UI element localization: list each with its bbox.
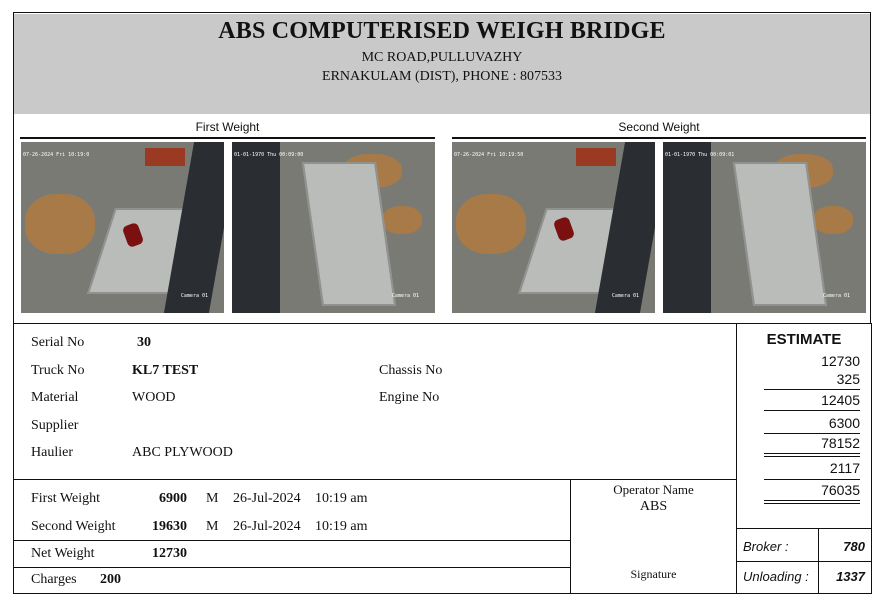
estimate-rule-3 bbox=[764, 433, 860, 434]
net-weight-label: Net Weight bbox=[31, 546, 95, 561]
estimate-rate: 6300 bbox=[828, 415, 860, 431]
truck-value: KL7 TEST bbox=[132, 363, 199, 378]
net-weight-top-rule bbox=[13, 540, 570, 541]
frame-right-top bbox=[870, 12, 871, 323]
estimate-rule-5 bbox=[764, 479, 860, 480]
estimate-rule-4b bbox=[764, 456, 860, 457]
frame-mid bbox=[13, 323, 872, 324]
first-weight-time: 10:19 am bbox=[315, 491, 368, 506]
frame-estimate-divider bbox=[736, 323, 737, 593]
second-weight-unit: M bbox=[206, 519, 219, 534]
operator-label: Operator Name bbox=[613, 482, 694, 497]
frame-bottom bbox=[13, 593, 872, 594]
details-bottom-rule bbox=[13, 479, 736, 480]
serial-label: Serial No bbox=[31, 335, 85, 350]
camera-label: Camera 01 bbox=[180, 293, 208, 299]
broker-col-divider bbox=[818, 528, 819, 593]
broker-value: 780 bbox=[843, 539, 865, 554]
estimate-rule-6b bbox=[764, 503, 860, 504]
second-weight-camera-photo-1 bbox=[452, 142, 655, 313]
first-weight-camera-photo-2 bbox=[232, 142, 435, 313]
second-weight-value: 19630 bbox=[152, 519, 187, 534]
first-weight-camera-photo-1 bbox=[21, 142, 224, 313]
estimate-net: 12405 bbox=[821, 392, 860, 408]
first-weight-value: 6900 bbox=[159, 491, 187, 506]
second-photos-rule bbox=[452, 137, 866, 139]
photo-timestamp: 07-26-2024 Fri 10:19:0 bbox=[23, 152, 90, 158]
unloading-top-rule bbox=[736, 561, 872, 562]
unloading-label: Unloading : bbox=[743, 569, 809, 584]
estimate-amount: 78152 bbox=[821, 435, 860, 451]
haulier-value: ABC PLYWOOD bbox=[132, 445, 233, 460]
camera-label: Camera 01 bbox=[611, 293, 639, 299]
frame-right-bottom bbox=[871, 323, 872, 593]
camera-label: Camera 01 bbox=[822, 293, 850, 299]
estimate-rule-1 bbox=[764, 389, 860, 390]
photo-timestamp: 01-01-1970 Thu 00:09:00 bbox=[234, 152, 304, 158]
company-title: ABS COMPUTERISED WEIGH BRIDGE bbox=[218, 18, 666, 44]
second-weight-date: 26-Jul-2024 bbox=[233, 519, 301, 534]
second-weight-camera-photo-2 bbox=[663, 142, 866, 313]
camera-label: Camera 01 bbox=[391, 293, 419, 299]
unloading-value: 1337 bbox=[836, 569, 865, 584]
truck-label: Truck No bbox=[31, 363, 85, 378]
estimate-total: 76035 bbox=[821, 482, 860, 498]
charges-top-rule bbox=[13, 567, 570, 568]
estimate-title: ESTIMATE bbox=[766, 331, 842, 348]
material-value: WOOD bbox=[132, 390, 176, 405]
second-weight-label: Second Weight bbox=[31, 519, 116, 534]
charges-value: 200 bbox=[100, 572, 121, 587]
chassis-label: Chassis No bbox=[379, 363, 443, 378]
first-weight-date: 26-Jul-2024 bbox=[233, 491, 301, 506]
supplier-label: Supplier bbox=[31, 418, 79, 433]
first-weight-photos-label: First Weight bbox=[195, 120, 260, 134]
photo-timestamp: 07-26-2024 Fri 10:19:50 bbox=[454, 152, 524, 158]
estimate-deduction: 325 bbox=[836, 371, 860, 387]
signature-label: Signature bbox=[630, 567, 677, 581]
first-weight-unit: M bbox=[206, 491, 219, 506]
estimate-gross: 12730 bbox=[821, 353, 860, 369]
second-weight-photos-label: Second Weight bbox=[618, 120, 700, 134]
first-photos-rule bbox=[20, 137, 435, 139]
estimate-rule-2 bbox=[764, 410, 860, 411]
broker-top-rule bbox=[736, 528, 872, 529]
address-line-1: MC ROAD,PULLUVAZHY bbox=[361, 50, 523, 65]
engine-label: Engine No bbox=[379, 390, 440, 405]
estimate-rule-4a bbox=[764, 453, 860, 454]
photo-timestamp: 01-01-1970 Thu 00:09:01 bbox=[665, 152, 735, 158]
first-weight-label: First Weight bbox=[31, 491, 101, 506]
estimate-rule-6a bbox=[764, 500, 860, 501]
estimate-less: 2117 bbox=[829, 460, 860, 476]
serial-value: 30 bbox=[137, 335, 151, 350]
haulier-label: Haulier bbox=[31, 445, 73, 460]
operator-name: ABS bbox=[639, 499, 668, 514]
second-weight-time: 10:19 am bbox=[315, 519, 368, 534]
material-label: Material bbox=[31, 390, 79, 405]
address-line-2: ERNAKULAM (DIST), PHONE : 807533 bbox=[322, 69, 562, 84]
charges-label: Charges bbox=[31, 572, 77, 587]
net-weight-value: 12730 bbox=[152, 546, 187, 561]
frame-top bbox=[13, 12, 871, 13]
broker-label: Broker : bbox=[743, 539, 789, 554]
frame-left-top bbox=[13, 12, 14, 323]
frame-left-bottom bbox=[13, 323, 14, 593]
